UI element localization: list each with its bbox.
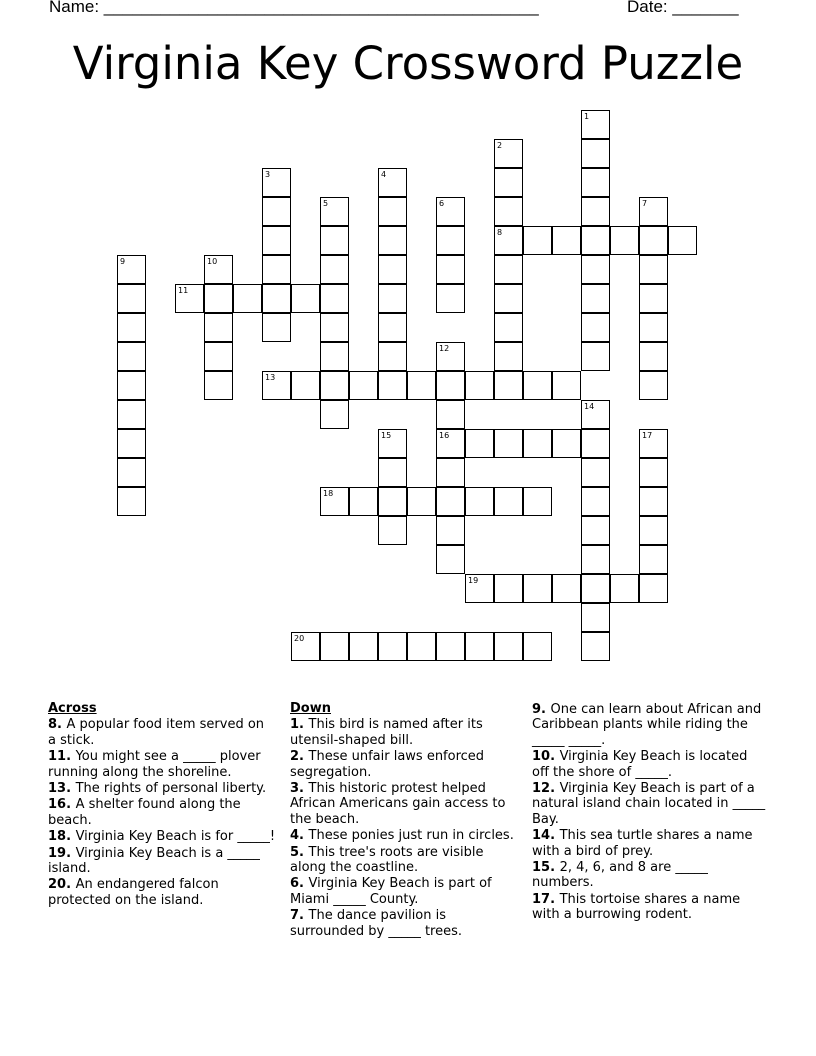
across-heading: Across xyxy=(48,701,97,716)
clue-text: A shelter found along the beach. xyxy=(48,797,241,828)
date-field-label: Date: _______ xyxy=(627,0,739,16)
clue-number: 19 xyxy=(468,576,479,585)
grid-cell[interactable] xyxy=(523,574,552,603)
grid-cell[interactable] xyxy=(552,226,581,255)
grid-cell[interactable] xyxy=(349,632,378,661)
grid-cell[interactable] xyxy=(117,429,146,458)
grid-cell[interactable] xyxy=(494,313,523,342)
grid-cell[interactable] xyxy=(117,458,146,487)
clue-number-label: 1. xyxy=(290,717,309,733)
grid-cell[interactable] xyxy=(320,197,349,226)
grid-cell[interactable] xyxy=(291,632,320,661)
clue-number: 10 xyxy=(207,257,218,266)
clue-number-label: 15. xyxy=(532,860,560,876)
page-title: Virginia Key Crossword Puzzle xyxy=(72,37,744,90)
down-clues xyxy=(290,701,518,939)
grid-cell[interactable] xyxy=(378,284,407,313)
grid-cell[interactable] xyxy=(262,313,291,342)
grid-cell[interactable] xyxy=(639,255,668,284)
grid-cell[interactable] xyxy=(378,632,407,661)
clue-text: Virginia Key Beach is located off the shore of _____. xyxy=(532,749,748,780)
grid-cell[interactable] xyxy=(378,168,407,197)
grid-cell[interactable] xyxy=(320,371,349,400)
grid-cell[interactable] xyxy=(436,197,465,226)
grid-cell[interactable] xyxy=(465,429,494,458)
clue-number-label: 3. xyxy=(290,781,309,797)
down-heading: Down xyxy=(290,701,331,716)
grid-cell[interactable] xyxy=(523,487,552,516)
clue-item xyxy=(48,829,276,844)
grid-cell[interactable] xyxy=(320,487,349,516)
grid-cell[interactable] xyxy=(610,574,639,603)
grid-cell[interactable] xyxy=(581,545,610,574)
grid-cell[interactable] xyxy=(175,284,204,313)
grid-cell[interactable] xyxy=(436,429,465,458)
clue-number-label: 16. xyxy=(48,797,76,813)
grid-cell[interactable] xyxy=(465,632,494,661)
grid-cell[interactable] xyxy=(581,197,610,226)
clue-text: This tree's roots are visible along the coastline. xyxy=(290,844,484,876)
grid-cell[interactable] xyxy=(494,255,523,284)
clue-number-label: 6. xyxy=(290,876,309,892)
grid-cell[interactable] xyxy=(552,429,581,458)
clue-text: These ponies just run in circles. xyxy=(308,828,514,844)
clue-text: Virginia Key Beach is part of a natural island chain located in _____ Bay. xyxy=(532,781,766,827)
grid-cell[interactable] xyxy=(204,284,233,313)
clue-item xyxy=(532,702,768,748)
grid-cell[interactable] xyxy=(378,226,407,255)
grid-cell[interactable] xyxy=(639,226,668,255)
grid-cell[interactable] xyxy=(523,226,552,255)
clue-text: These unfair laws enforced segregation. xyxy=(290,749,485,780)
clue-text: 2, 4, 6, and 8 are _____ numbers. xyxy=(532,860,708,891)
grid-cell[interactable] xyxy=(581,487,610,516)
grid-cell[interactable] xyxy=(378,458,407,487)
grid-cell[interactable] xyxy=(436,632,465,661)
grid-cell[interactable] xyxy=(639,574,668,603)
grid-cell[interactable] xyxy=(320,313,349,342)
grid-cell[interactable] xyxy=(581,313,610,342)
grid-cell[interactable] xyxy=(320,342,349,371)
clue-number-label: 12. xyxy=(532,781,560,797)
grid-cell[interactable] xyxy=(581,458,610,487)
clue-item xyxy=(48,717,276,748)
clue-text: One can learn about African and Caribbean plants while riding the _____ _____. xyxy=(532,702,762,748)
grid-cell[interactable] xyxy=(117,487,146,516)
grid-cell[interactable] xyxy=(494,226,523,255)
clue-number: 15 xyxy=(381,431,392,440)
grid-cell[interactable] xyxy=(465,574,494,603)
grid-cell[interactable] xyxy=(581,429,610,458)
clue-number: 18 xyxy=(323,489,334,498)
grid-cell[interactable] xyxy=(639,313,668,342)
grid-cell[interactable] xyxy=(204,255,233,284)
across-clues xyxy=(48,701,276,908)
clue-text: This bird is named after its utensil-shaped bill. xyxy=(290,717,483,748)
clue-text: This tortoise shares a name with a burrowing rodent. xyxy=(532,891,741,923)
grid-cell[interactable] xyxy=(494,139,523,168)
clue-text: Virginia Key Beach is a _____ island. xyxy=(48,845,260,877)
grid-cell[interactable] xyxy=(639,429,668,458)
grid-cell[interactable] xyxy=(639,284,668,313)
clue-item xyxy=(290,717,518,748)
grid-cell[interactable] xyxy=(581,110,610,139)
clue-number-label: 7. xyxy=(290,908,309,924)
grid-cell[interactable] xyxy=(465,371,494,400)
clue-number: 13 xyxy=(265,373,276,382)
clue-number: 4 xyxy=(381,170,387,179)
grid-cell[interactable] xyxy=(117,313,146,342)
grid-cell[interactable] xyxy=(494,342,523,371)
down-clues-continued xyxy=(532,701,768,923)
grid-cell[interactable] xyxy=(407,632,436,661)
grid-cell[interactable] xyxy=(204,313,233,342)
grid-cell[interactable] xyxy=(117,284,146,313)
clue-number: 5 xyxy=(323,199,329,208)
clue-item xyxy=(532,860,768,891)
grid-cell[interactable] xyxy=(320,226,349,255)
grid-cell[interactable] xyxy=(581,603,610,632)
grid-cell[interactable] xyxy=(494,197,523,226)
grid-cell[interactable] xyxy=(581,632,610,661)
grid-cell[interactable] xyxy=(378,371,407,400)
clue-number-label: 18. xyxy=(48,829,76,845)
grid-cell[interactable] xyxy=(639,487,668,516)
clue-text: This sea turtle shares a name with a bird of prey. xyxy=(532,828,753,859)
grid-cell[interactable] xyxy=(494,284,523,313)
grid-cell[interactable] xyxy=(639,342,668,371)
clue-text: This historic protest helped African Americans gain access to the beach. xyxy=(290,781,506,827)
clue-text: The dance pavilion is surrounded by _____ trees. xyxy=(290,908,463,939)
grid-cell[interactable] xyxy=(436,545,465,574)
grid-cell[interactable] xyxy=(610,226,639,255)
grid-cell[interactable] xyxy=(378,429,407,458)
clue-item xyxy=(48,877,276,908)
clue-item xyxy=(48,781,276,796)
grid-cell[interactable] xyxy=(378,255,407,284)
grid-cell[interactable] xyxy=(349,371,378,400)
grid-cell[interactable] xyxy=(117,400,146,429)
grid-cell[interactable] xyxy=(523,371,552,400)
grid-cell[interactable] xyxy=(378,516,407,545)
grid-cell[interactable] xyxy=(436,226,465,255)
clue-number-label: 13. xyxy=(48,781,76,797)
clue-number: 12 xyxy=(439,344,450,353)
grid-cell[interactable] xyxy=(349,487,378,516)
clue-number: 17 xyxy=(642,431,653,440)
clue-number: 2 xyxy=(497,141,503,150)
grid-cell[interactable] xyxy=(639,545,668,574)
grid-cell[interactable] xyxy=(581,139,610,168)
clue-number: 1 xyxy=(584,112,590,121)
grid-cell[interactable] xyxy=(320,255,349,284)
grid-cell[interactable] xyxy=(581,255,610,284)
grid-cell[interactable] xyxy=(494,487,523,516)
grid-cell[interactable] xyxy=(291,371,320,400)
grid-cell[interactable] xyxy=(581,168,610,197)
clue-number: 20 xyxy=(294,634,305,643)
grid-cell[interactable] xyxy=(262,197,291,226)
grid-cell[interactable] xyxy=(262,168,291,197)
grid-cell[interactable] xyxy=(436,487,465,516)
clue-item xyxy=(290,828,518,843)
grid-cell[interactable] xyxy=(494,429,523,458)
grid-cell[interactable] xyxy=(668,226,697,255)
clue-number-label: 8. xyxy=(48,717,67,733)
clue-text: The rights of personal liberty. xyxy=(75,781,267,797)
clue-text: Virginia Key Beach is part of Miami _____ County. xyxy=(290,876,492,907)
grid-cell[interactable] xyxy=(117,255,146,284)
grid-cell[interactable] xyxy=(262,284,291,313)
grid-cell[interactable] xyxy=(494,574,523,603)
clue-number-label: 19. xyxy=(48,845,76,861)
grid-cell[interactable] xyxy=(436,342,465,371)
clue-number-label: 4. xyxy=(290,828,309,844)
grid-cell[interactable] xyxy=(581,574,610,603)
clue-item xyxy=(532,781,768,827)
grid-cell[interactable] xyxy=(465,487,494,516)
grid-cell[interactable] xyxy=(581,226,610,255)
clue-item xyxy=(290,749,518,780)
grid-cell[interactable] xyxy=(117,342,146,371)
grid-cell[interactable] xyxy=(262,226,291,255)
clue-number-label: 20. xyxy=(48,877,76,893)
grid-cell[interactable] xyxy=(581,516,610,545)
grid-cell[interactable] xyxy=(581,400,610,429)
clue-number: 6 xyxy=(439,199,445,208)
grid-cell[interactable] xyxy=(204,371,233,400)
grid-cell[interactable] xyxy=(639,516,668,545)
grid-cell[interactable] xyxy=(320,632,349,661)
clue-number: 11 xyxy=(178,286,189,295)
grid-cell[interactable] xyxy=(639,371,668,400)
grid-cell[interactable] xyxy=(436,400,465,429)
clue-number-label: 14. xyxy=(532,828,560,844)
clue-item xyxy=(48,749,276,780)
clue-number: 3 xyxy=(265,170,271,179)
clue-item xyxy=(290,908,518,939)
grid-cell[interactable] xyxy=(552,574,581,603)
clue-number-label: 2. xyxy=(290,749,309,765)
grid-cell[interactable] xyxy=(378,487,407,516)
grid-cell[interactable] xyxy=(233,284,262,313)
clue-item xyxy=(532,749,768,780)
clue-number-label: 10. xyxy=(532,749,560,765)
clue-item xyxy=(290,876,518,907)
grid-cell[interactable] xyxy=(436,371,465,400)
clue-number: 8 xyxy=(497,228,503,237)
grid-cell[interactable] xyxy=(523,632,552,661)
grid-cell[interactable] xyxy=(494,168,523,197)
clue-item xyxy=(48,797,276,828)
grid-cell[interactable] xyxy=(494,632,523,661)
grid-cell[interactable] xyxy=(204,342,233,371)
clue-number: 14 xyxy=(584,402,595,411)
grid-cell[interactable] xyxy=(436,458,465,487)
grid-cell[interactable] xyxy=(581,342,610,371)
grid-cell[interactable] xyxy=(378,342,407,371)
grid-cell[interactable] xyxy=(639,458,668,487)
grid-cell[interactable] xyxy=(436,284,465,313)
grid-cell[interactable] xyxy=(320,284,349,313)
clue-number-label: 9. xyxy=(532,702,551,717)
clue-text: An endangered falcon protected on the island. xyxy=(48,877,219,908)
clue-text: Virginia Key Beach is for _____! xyxy=(75,829,276,845)
name-field-label: Name: ______________________________________________ xyxy=(49,0,539,16)
grid-cell[interactable] xyxy=(378,197,407,226)
grid-cell[interactable] xyxy=(581,284,610,313)
clue-number: 16 xyxy=(439,431,450,440)
clue-item xyxy=(48,846,276,877)
clue-text: You might see a _____ plover running along the shoreline. xyxy=(48,749,261,780)
clue-number-label: 11. xyxy=(48,749,76,765)
clue-text: A popular food item served on a stick. xyxy=(48,717,265,748)
clue-number-label: 17. xyxy=(532,891,560,907)
grid-cell[interactable] xyxy=(436,516,465,545)
grid-cell[interactable] xyxy=(552,371,581,400)
clue-item xyxy=(290,781,518,827)
grid-cell[interactable] xyxy=(407,371,436,400)
grid-cell[interactable] xyxy=(407,487,436,516)
clue-item xyxy=(532,828,768,859)
grid-cell[interactable] xyxy=(523,429,552,458)
grid-cell[interactable] xyxy=(494,371,523,400)
grid-cell[interactable] xyxy=(436,255,465,284)
grid-cell[interactable] xyxy=(378,313,407,342)
clue-number: 9 xyxy=(120,257,126,266)
grid-cell[interactable] xyxy=(291,284,320,313)
grid-cell[interactable] xyxy=(639,197,668,226)
grid-cell[interactable] xyxy=(117,371,146,400)
grid-cell[interactable] xyxy=(262,371,291,400)
clue-item xyxy=(532,892,768,923)
grid-cell[interactable] xyxy=(262,255,291,284)
clue-item xyxy=(290,845,518,876)
clue-number: 7 xyxy=(642,199,648,208)
clue-number-label: 5. xyxy=(290,844,309,860)
grid-cell[interactable] xyxy=(320,400,349,429)
